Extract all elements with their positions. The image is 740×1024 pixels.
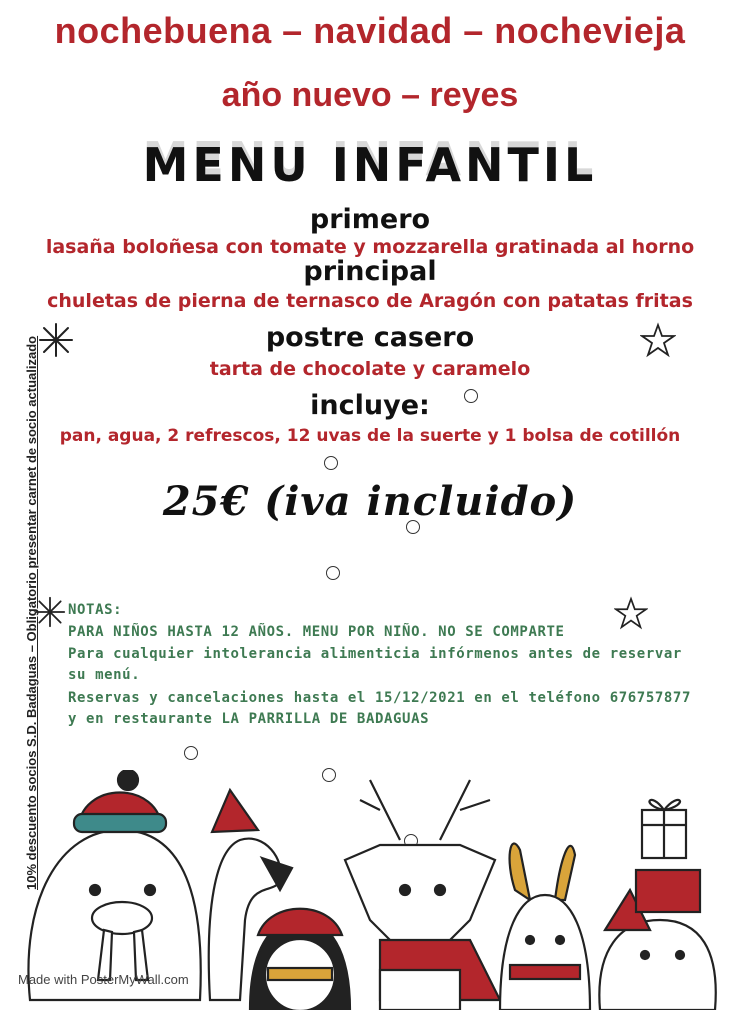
snow-dot [184,746,198,760]
reindeer-illustration [345,780,500,1010]
course-dish-incluye: pan, agua, 2 refrescos, 12 uvas de la suerte y 1 bolsa de cotillón [59,426,681,446]
snow-dot [326,566,340,580]
course-title-postre: postre casero [265,322,475,353]
snow-dot [324,456,338,470]
course-title-primero: primero [309,204,431,235]
bunny-illustration [500,844,590,1010]
course-dish-primero: lasaña boloñesa con tomate y mozzarella gratinada al horno [45,236,695,258]
notes-line-2: Para cualquier intolerancia alimenticia infórmenos antes de reservar su menú. [68,646,682,683]
gift-box-icon [636,800,700,912]
side-note: 10% descuento socios S.D. Badaguas – Obligatorio presentar carnet de socio actualizado [24,335,39,890]
course-dish-principal: chuletas de pierna de ternasco de Aragón con patatas fritas [47,290,693,312]
course-title-incluye: incluye: [310,390,430,421]
snowflake-icon [38,322,74,358]
course-dish-postre: tarta de chocolate y caramelo [209,358,531,380]
notes-heading: NOTAS: [68,602,123,618]
penguin-illustration [250,909,350,1010]
header-line-1: nochebuena – navidad – nochevieja [54,10,686,51]
price: 25€ (iva incluido) [162,478,578,525]
credit-watermark: Made with PosterMyWall.com [18,972,189,987]
notes-line-1: PARA NIÑOS HASTA 12 AÑOS. MENU POR NIÑO. NO SE COMPARTE [68,624,565,640]
notes-line-3: Reservas y cancelaciones hasta el 15/12/2021 en el teléfono 676757877 y en restaurante LA PARRILLA DE BADAGUAS [68,690,691,727]
star-icon [640,322,676,358]
snow-dot [406,520,420,534]
course-title-principal: principal [303,256,437,287]
menu-title: MENU INFANTIL [142,138,598,192]
star-icon [614,596,648,630]
snowflake-icon [34,596,66,628]
walrus-illustration [28,770,200,1000]
snow-dot [464,389,478,403]
header-line-2: año nuevo – reyes [221,76,519,114]
